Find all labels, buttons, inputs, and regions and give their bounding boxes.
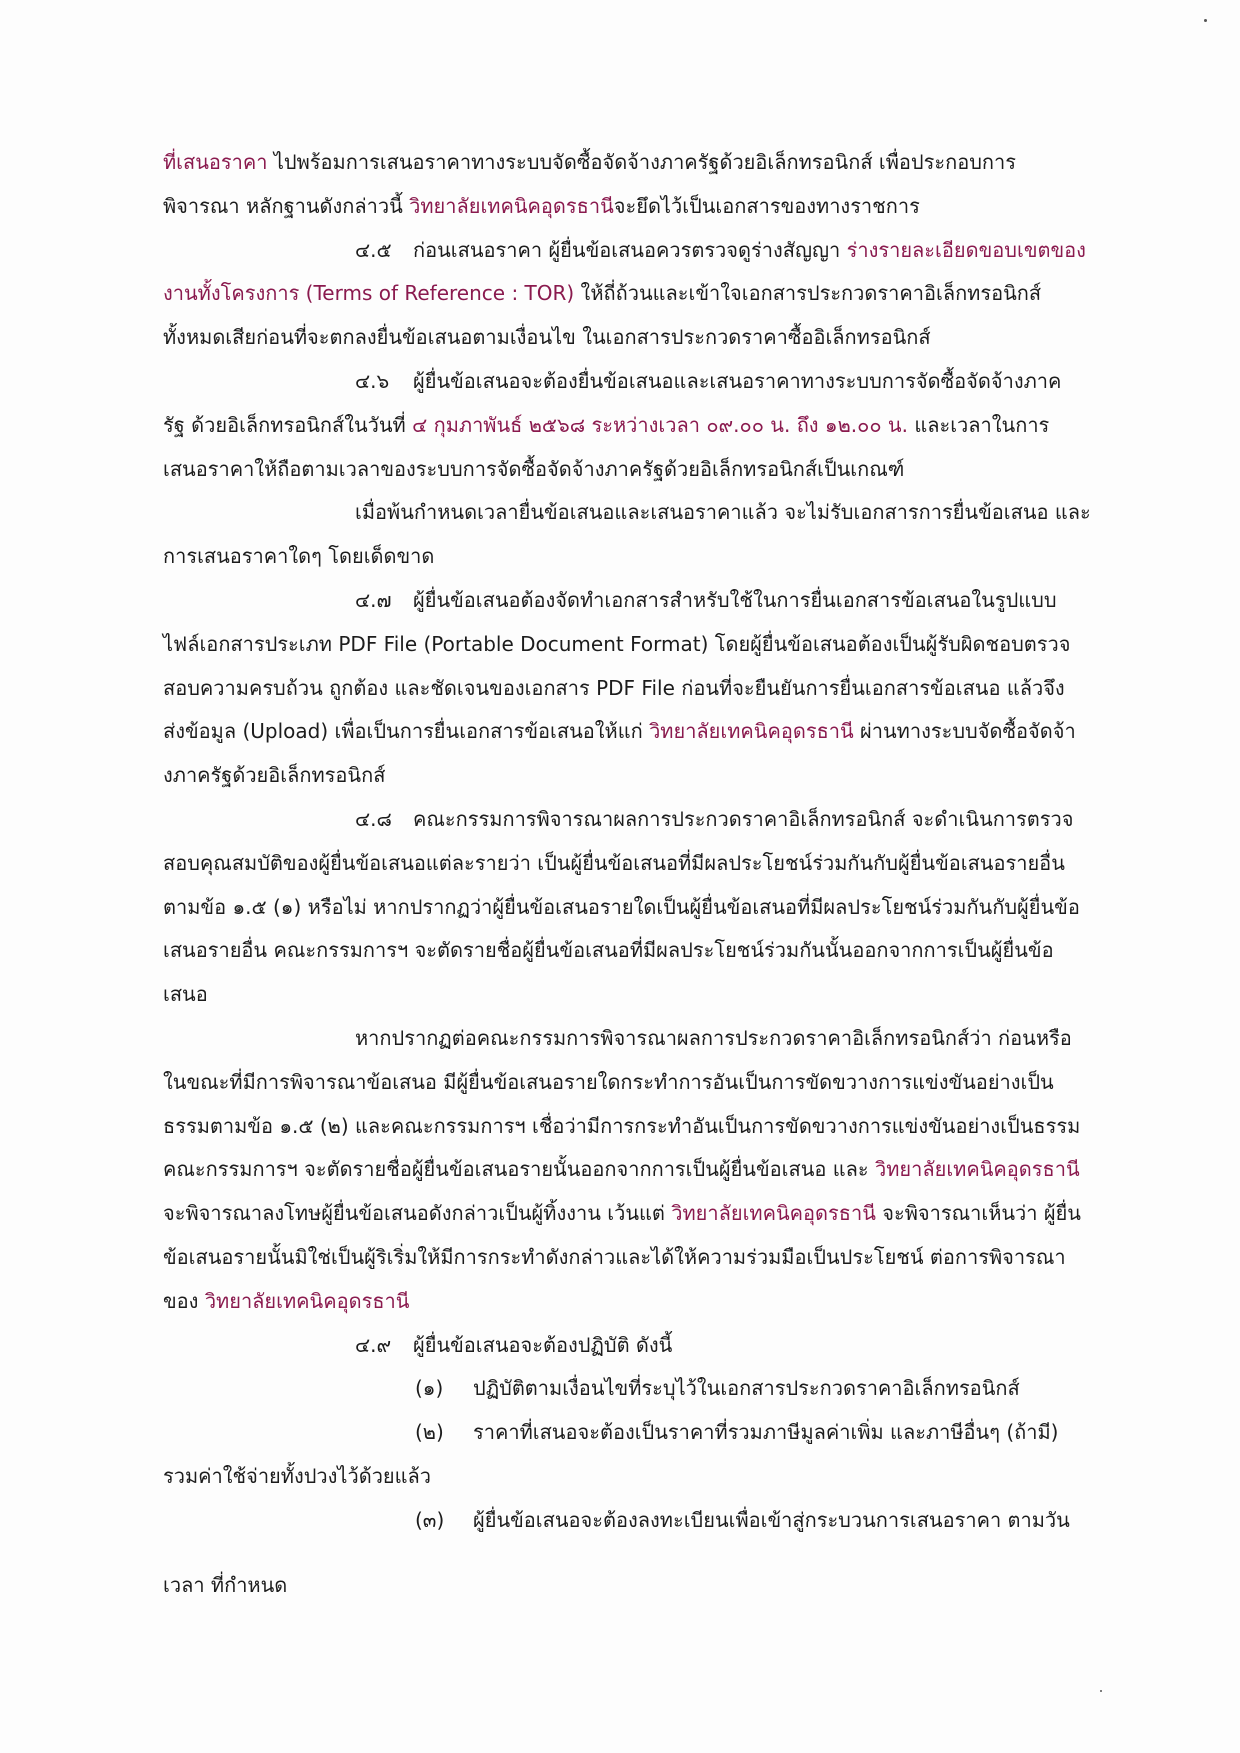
text-line — [163, 710, 1108, 754]
body-text: คณะกรรมการพิจารณาผลการประกวดราคาอิเล็กทรอนิกส์ จะดำเนินการตรวจ — [413, 806, 1074, 831]
paragraph-p-4-5 — [163, 229, 1108, 360]
text-line — [163, 754, 1108, 798]
paragraph-p-4-9-3 — [163, 1499, 1108, 1608]
clause-number: ๔.๕ — [355, 237, 392, 262]
text-line — [163, 1564, 1108, 1608]
body-text: ผู้ยื่นข้อเสนอจะต้องลงทะเบียนเพื่อเข้าสู่กระบวนการเสนอราคา ตามวัน — [473, 1507, 1070, 1532]
body-text: จะยึดไว้เป็นเอกสารของทางราชการ — [613, 193, 920, 218]
body-text: สอบคุณสมบัติของผู้ยื่นข้อเสนอแต่ละรายว่า เป็นผู้ยื่นข้อเสนอที่มีผลประโยชน์ร่วมกันกับผู้ยื่นข้อเสนอรายอื่น — [163, 850, 1065, 875]
body-text: พิจารณา หลักฐานดังกล่าวนี้ — [163, 193, 410, 218]
paragraph-p-cont — [163, 141, 1108, 229]
paragraph-p-4-6 — [163, 360, 1108, 491]
text-line — [163, 1061, 1108, 1105]
body-text: เสนอราคาให้ถือตามเวลาของระบบการจัดซื้อจัดจ้างภาครัฐด้วยอิเล็กทรอนิกส์เป็นเกณฑ์ — [163, 456, 905, 481]
paragraph-p-4-8b — [163, 1017, 1108, 1324]
text-line — [163, 1324, 1108, 1368]
text-line — [163, 1148, 1108, 1192]
body-text: จะพิจารณาลงโทษผู้ยื่นข้อเสนอดังกล่าวเป็นผู้ทิ้งงาน เว้นแต่ — [163, 1201, 672, 1226]
text-line — [163, 798, 1108, 842]
text-line — [163, 623, 1108, 667]
body-text: รวมค่าใช้จ่ายทั้งปวงไว้ด้วยแล้ว — [163, 1463, 432, 1488]
text-line — [163, 404, 1108, 448]
text-line — [163, 229, 1108, 273]
text-line — [163, 1411, 1108, 1455]
text-line — [163, 1455, 1108, 1499]
highlighted-text: วิทยาลัยเทคนิคอุดรธานี — [409, 193, 614, 218]
paragraph-p-4-7 — [163, 579, 1108, 798]
text-line — [163, 491, 1108, 535]
clause-number: ๔.๘ — [355, 806, 392, 831]
document-body — [163, 141, 1108, 1607]
text-line — [163, 272, 1108, 316]
highlighted-text: งานทั้งโครงการ (Terms of Reference : TOR) — [163, 281, 575, 306]
body-text: คณะกรรมการฯ จะตัดรายชื่อผู้ยื่นข้อเสนอรายนั้นออกจากการเป็นผู้ยื่นข้อเสนอ และ — [163, 1157, 875, 1182]
body-text: ราคาที่เสนอจะต้องเป็นราคาที่รวมภาษีมูลค่าเพิ่ม และภาษีอื่นๆ (ถ้ามี) — [473, 1420, 1059, 1445]
text-line — [163, 973, 1108, 1017]
text-line — [163, 1105, 1108, 1149]
text-line — [163, 141, 1108, 185]
text-line — [163, 929, 1108, 973]
clause-number: ๔.๙ — [355, 1332, 392, 1357]
text-line — [163, 1192, 1108, 1236]
highlighted-text: ร่างรายละเอียดขอบเขตของ — [846, 237, 1086, 262]
text-line — [163, 360, 1108, 404]
body-text: ผ่านทางระบบจัดซื้อจัดจ้า — [853, 719, 1076, 744]
text-line — [163, 316, 1108, 360]
body-text: ของ — [163, 1288, 205, 1313]
body-text: เวลา ที่กำหนด — [163, 1572, 288, 1597]
body-text: ข้อเสนอรายนั้นมิใช่เป็นผู้ริเริ่มให้มีการกระทำดังกล่าวและได้ให้ความร่วมมือเป็นประโยชน์ ต่อการพิจารณา — [163, 1244, 1066, 1269]
sub-item-number: (๒) — [415, 1420, 444, 1445]
highlighted-text: วิทยาลัยเทคนิคอุดรธานี — [671, 1201, 876, 1226]
paragraph-p-4-9-1 — [163, 1367, 1108, 1411]
text-line — [163, 842, 1108, 886]
clause-number: ๔.๖ — [355, 368, 390, 393]
text-line — [163, 886, 1108, 930]
body-text: สอบความครบถ้วน ถูกต้อง และชัดเจนของเอกสาร PDF File ก่อนที่จะยืนยันการยื่นเอกสารข้อเสนอ แล้วจึง — [163, 675, 1065, 700]
text-line — [163, 535, 1108, 579]
text-line — [163, 1280, 1108, 1324]
body-text: หากปรากฏต่อคณะกรรมการพิจารณาผลการประกวดราคาอิเล็กทรอนิกส์ว่า ก่อนหรือ — [355, 1025, 1072, 1050]
body-text: ไฟล์เอกสารประเภท PDF File (Portable Document Format) โดยผู้ยื่นข้อเสนอต้องเป็นผู้รับผิดชอบตรวจ — [163, 631, 1071, 656]
sub-item-number: (๓) — [415, 1507, 445, 1532]
scan-speck — [1100, 1690, 1102, 1692]
text-line — [163, 448, 1108, 492]
text-line — [163, 667, 1108, 711]
body-text: ในขณะที่มีการพิจารณาข้อเสนอ มีผู้ยื่นข้อเสนอรายใดกระทำการอันเป็นการขัดขวางการแข่งขันอย่างเป็น — [163, 1069, 1054, 1094]
body-text: ทั้งหมดเสียก่อนที่จะตกลงยื่นข้อเสนอตามเงื่อนไข ในเอกสารประกวดราคาซื้ออิเล็กทรอนิกส์ — [163, 325, 931, 350]
text-line — [163, 1367, 1108, 1411]
highlighted-text: ที่เสนอราคา — [163, 150, 268, 174]
scan-speck — [1204, 19, 1207, 22]
body-text: การเสนอราคาใดๆ โดยเด็ดขาด — [163, 544, 435, 569]
text-line — [163, 1236, 1108, 1280]
body-text: ผู้ยื่นข้อเสนอจะต้องปฏิบัติ ดังนี้ — [413, 1332, 673, 1357]
body-text: เสนอรายอื่น คณะกรรมการฯ จะตัดรายชื่อผู้ยื่นข้อเสนอที่มีผลประโยชน์ร่วมกันนั้นออกจากการเป็นผู้ยื่นข้อ — [163, 938, 1054, 963]
highlighted-text: ๔ กุมภาพันธ์ ๒๕๖๘ ระหว่างเวลา ๐๙.๐๐ น. ถึง ๑๒.๐๐ น. — [412, 412, 908, 437]
body-text: ปฏิบัติตามเงื่อนไขที่ระบุไว้ในเอกสารประกวดราคาอิเล็กทรอนิกส์ — [473, 1376, 1020, 1401]
body-text: เมื่อพ้นกำหนดเวลายื่นข้อเสนอและเสนอราคาแล้ว จะไม่รับเอกสารการยื่นข้อเสนอ และ — [355, 500, 1091, 525]
body-text: ผู้ยื่นข้อเสนอจะต้องยื่นข้อเสนอและเสนอราคาทางระบบการจัดซื้อจัดจ้างภาค — [413, 368, 1062, 393]
paragraph-p-4-9-2 — [163, 1411, 1108, 1499]
body-text: และเวลาในการ — [907, 412, 1050, 437]
sub-item-number: (๑) — [415, 1376, 444, 1401]
text-line — [163, 1499, 1108, 1543]
body-text: ไปพร้อมการเสนอราคาทางระบบจัดซื้อจัดจ้างภาครัฐด้วยอิเล็กทรอนิกส์ เพื่อประกอบการ — [267, 150, 1017, 174]
body-text: ก่อนเสนอราคา ผู้ยื่นข้อเสนอควรตรวจดูร่างสัญญา — [413, 237, 847, 262]
highlighted-text: วิทยาลัยเทคนิคอุดรธานี — [649, 719, 854, 744]
body-text: รัฐ ด้วยอิเล็กทรอนิกส์ในวันที่ — [163, 412, 413, 437]
text-line — [163, 1017, 1108, 1061]
text-line — [163, 185, 1108, 229]
body-text: จะพิจารณาเห็นว่า ผู้ยื่น — [875, 1201, 1081, 1226]
body-text: ธรรมตามข้อ ๑.๕ (๒) และคณะกรรมการฯ เชื่อว่ามีการกระทำอันเป็นการขัดขวางการแข่งขันอย่างเป็นธรรม — [163, 1113, 1081, 1138]
highlighted-text: วิทยาลัยเทคนิคอุดรธานี — [204, 1288, 410, 1313]
clause-number: ๔.๗ — [355, 587, 392, 612]
body-text: งภาครัฐด้วยอิเล็กทรอนิกส์ — [163, 763, 386, 788]
paragraph-p-4-6b — [163, 491, 1108, 579]
body-text: ให้ถี่ถ้วนและเข้าใจเอกสารประกวดราคาอิเล็กทรอนิกส์ — [574, 281, 1042, 306]
highlighted-text: วิทยาลัยเทคนิคอุดรธานี — [875, 1157, 1080, 1182]
body-text: ส่งข้อมูล (Upload) เพื่อเป็นการยื่นเอกสารข้อเสนอให้แก่ — [163, 719, 650, 744]
paragraph-p-4-8 — [163, 798, 1108, 1017]
body-text: ตามข้อ ๑.๕ (๑) หรือไม่ หากปรากฏว่าผู้ยื่นข้อเสนอรายใดเป็นผู้ยื่นข้อเสนอที่มีผลประโยชน์ร่วมกันกับผู้ยื่นข้อ — [163, 894, 1080, 919]
paragraph-p-4-9 — [163, 1324, 1108, 1368]
text-line — [163, 579, 1108, 623]
body-text: เสนอ — [163, 982, 208, 1007]
body-text: ผู้ยื่นข้อเสนอต้องจัดทำเอกสารสำหรับใช้ในการยื่นเอกสารข้อเสนอในรูปแบบ — [413, 587, 1057, 612]
text-line — [163, 1543, 1108, 1564]
